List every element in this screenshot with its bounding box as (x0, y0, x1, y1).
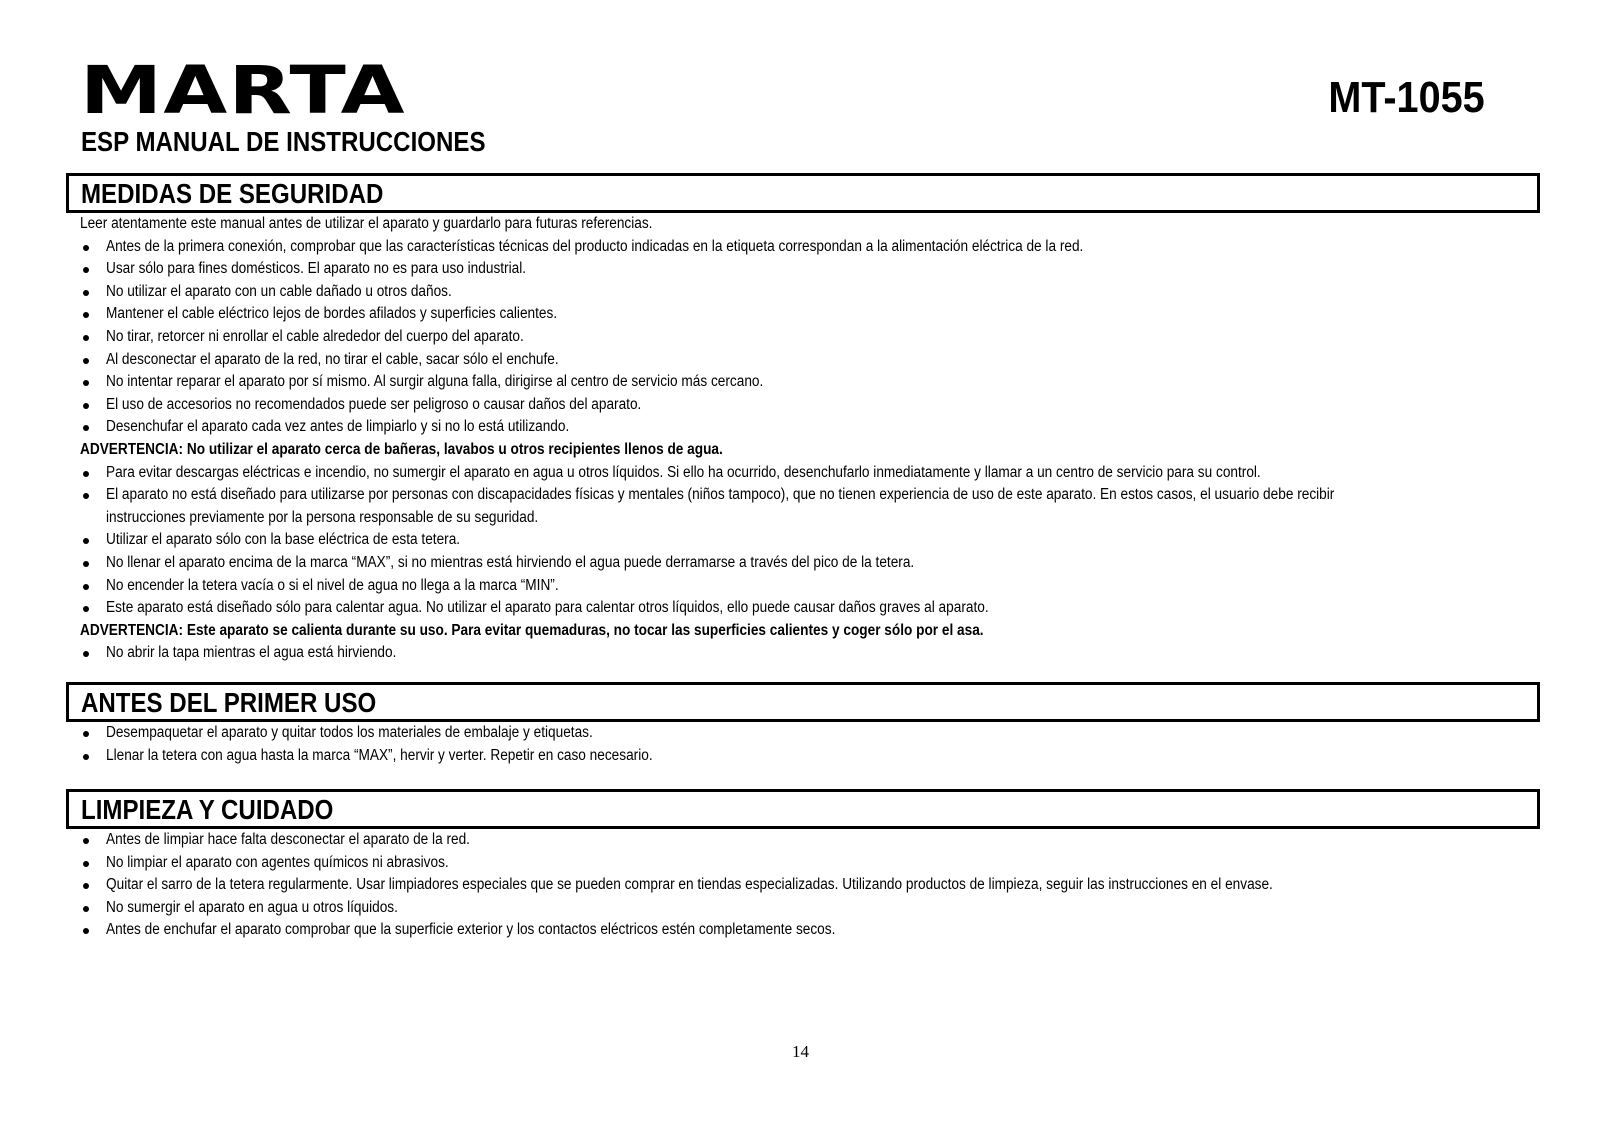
section-heading (66, 682, 1540, 722)
section-title: MEDIDAS DE SEGURIDAD (81, 178, 384, 209)
list-item: No intentar reparar el aparato por sí mismo. Al surgir alguna falla, dirigirse al centro de servicio más cercano. (80, 371, 1540, 394)
model-number: MT-1055 (1328, 73, 1485, 122)
warning-text: ADVERTENCIA: No utilizar el aparato cerca de bañeras, lavabos u otros recipientes llenos de agua. (80, 440, 723, 458)
warning-text: ADVERTENCIA: Este aparato se calienta durante su uso. Para evitar quemaduras, no tocar las superficies calientes y coger sólo por el asa. (80, 621, 984, 639)
list-item: El uso de accesorios no recomendados puede ser peligroso o causar daños del aparato. (80, 394, 1540, 417)
list-item: No limpiar el aparato con agentes químicos ni abrasivos. (80, 852, 1540, 875)
list-item: No sumergir el aparato en agua u otros líquidos. (80, 897, 1540, 920)
list-item: No llenar el aparato encima de la marca “MAX”, si no mientras está hirviendo el agua puede derramarse a través del pico de la tetera. (80, 552, 1540, 575)
list-item: Mantener el cable eléctrico lejos de bordes afilados y superficies calientes. (80, 303, 1540, 326)
list-item: No tirar, retorcer ni enrollar el cable alrededor del cuerpo del aparato. (80, 326, 1540, 349)
list-item: Desempaquetar el aparato y quitar todos los materiales de embalaje y etiquetas. (80, 722, 1540, 745)
list-item: Antes de enchufar el aparato comprobar que la superficie exterior y los contactos eléctricos estén completamente secos. (80, 919, 1540, 942)
section-cleaning (66, 789, 1540, 942)
section-body (66, 722, 1540, 767)
list-item: Desenchufar el aparato cada vez antes de limpiarlo y si no lo está utilizando. (80, 416, 1540, 439)
list-item: Llenar la tetera con agua hasta la marca “MAX”, hervir y verter. Repetir en caso necesario. (80, 745, 1540, 768)
list-item-continuation: instrucciones previamente por la persona responsable de su seguridad. (106, 508, 539, 526)
list-item: No abrir la tapa mientras el agua está hirviendo. (80, 642, 1540, 665)
section-title: ANTES DEL PRIMER USO (81, 687, 377, 718)
intro-text: Leer atentamente este manual antes de utilizar el aparato y guardarlo para futuras referencias. (80, 215, 653, 232)
section-first-use (66, 682, 1540, 767)
section-safety (66, 173, 1540, 665)
list-item: Antes de la primera conexión, comprobar que las características técnicas del producto indicadas en la etiqueta correspondan a la alimentación eléctrica de la red. (80, 236, 1540, 259)
page-number: 14 (792, 1042, 809, 1061)
section-body (66, 213, 1540, 665)
list-item: El aparato no está diseñado para utilizarse por personas con discapacidades físicas y mentales (niños tampoco), que no tienen experiencia de uso de este aparato. En estos casos, el usuario debe recibir (80, 484, 1540, 507)
list-item: Antes de limpiar hace falta desconectar el aparato de la red. (80, 829, 1540, 852)
section-title: LIMPIEZA Y CUIDADO (81, 794, 334, 825)
list-item: Este aparato está diseñado sólo para calentar agua. No utilizar el aparato para calentar otros líquidos, ello puede causar daños graves al aparato. (80, 597, 1540, 620)
list-item: Utilizar el aparato sólo con la base eléctrica de esta tetera. (80, 529, 1540, 552)
brand-logo: MARTA (80, 52, 406, 129)
manual-subtitle: ESP MANUAL DE INSTRUCCIONES (81, 126, 486, 157)
list-item: No encender la tetera vacía o si el nivel de agua no llega a la marca “MIN”. (80, 575, 1540, 598)
list-item: Para evitar descargas eléctricas e incendio, no sumergir el aparato en agua u otros líquidos. Si ello ha ocurrido, desenchufarlo inmediatamente y llamar a un centro de servicio para su control. (80, 462, 1540, 485)
list-item: Usar sólo para fines domésticos. El aparato no es para uso industrial. (80, 258, 1540, 281)
list-item: Al desconectar el aparato de la red, no tirar el cable, sacar sólo el enchufe. (80, 349, 1540, 372)
section-heading (66, 789, 1540, 829)
list-item: No utilizar el aparato con un cable dañado u otros daños. (80, 281, 1540, 304)
list-item: Quitar el sarro de la tetera regularmente. Usar limpiadores especiales que se pueden comprar en tiendas especializadas. Utilizando productos de limpieza, seguir las instrucciones en el envase. (80, 874, 1540, 897)
section-body (66, 829, 1540, 942)
section-heading (66, 173, 1540, 213)
